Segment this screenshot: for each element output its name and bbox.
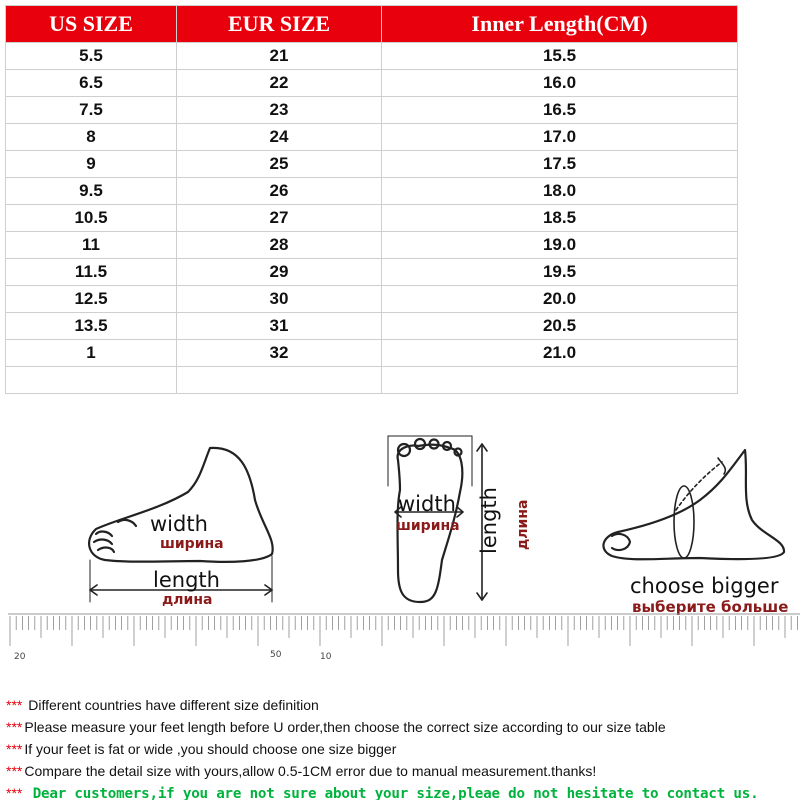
note-marker: *** <box>6 741 23 757</box>
top-length-label-ru: длина <box>515 499 531 550</box>
note-text: Different countries have different size definition <box>24 697 319 713</box>
cell-inner-length: 16.0 <box>382 70 738 97</box>
note-line <box>6 716 796 738</box>
ruler-ticks <box>8 612 800 664</box>
cell-us-size: 9.5 <box>6 178 177 205</box>
cell-us-size: 11 <box>6 232 177 259</box>
cell-eur-size: 25 <box>177 151 382 178</box>
cell-eur-size: 27 <box>177 205 382 232</box>
measuring-ruler <box>8 612 800 664</box>
cell-eur-size: 21 <box>177 43 382 70</box>
note-line <box>6 694 796 716</box>
side-width-label: width <box>150 512 208 536</box>
table-row <box>6 151 738 178</box>
ruler-number-right: 10 <box>320 652 332 662</box>
cell-inner-length: 19.0 <box>382 232 738 259</box>
note-line <box>6 760 796 782</box>
cell-eur-size: 26 <box>177 178 382 205</box>
cell-us-size: 7.5 <box>6 97 177 124</box>
shoe-heel-ellipse <box>674 486 694 558</box>
side-width-label-ru: ширина <box>160 536 224 552</box>
table-row <box>6 178 738 205</box>
table-row <box>6 232 738 259</box>
cell-inner-length: 21.0 <box>382 340 738 367</box>
table-row <box>6 124 738 151</box>
note-marker: *** <box>6 763 23 779</box>
cell-us-size: 9 <box>6 151 177 178</box>
choose-bigger-label: choose bigger <box>630 574 779 598</box>
note-text: If your feet is fat or wide ,you should choose one size bigger <box>24 741 397 757</box>
table-header-row <box>6 6 738 43</box>
cell-eur-size <box>177 367 382 394</box>
cell-us-size: 6.5 <box>6 70 177 97</box>
table-row <box>6 340 738 367</box>
cell-eur-size: 29 <box>177 259 382 286</box>
cell-eur-size: 24 <box>177 124 382 151</box>
cell-eur-size: 28 <box>177 232 382 259</box>
cell-inner-length: 19.5 <box>382 259 738 286</box>
size-table <box>5 5 738 394</box>
ruler-number-left: 20 <box>14 652 26 662</box>
table-row <box>6 43 738 70</box>
table-row <box>6 286 738 313</box>
cell-eur-size: 32 <box>177 340 382 367</box>
top-width-label: width <box>398 492 456 516</box>
cell-us-size: 12.5 <box>6 286 177 313</box>
cell-eur-size: 23 <box>177 97 382 124</box>
cell-eur-size: 30 <box>177 286 382 313</box>
note-line <box>6 738 796 760</box>
cell-eur-size: 31 <box>177 313 382 340</box>
table-row <box>6 70 738 97</box>
contact-note-text: Dear customers,if you are not sure about your size,pleae do not hesitate to contact us. <box>24 786 759 800</box>
table-row <box>6 259 738 286</box>
table-row <box>6 205 738 232</box>
note-marker: *** <box>6 785 23 800</box>
note-marker: *** <box>6 697 23 713</box>
header-inner-length: Inner Length(CM) <box>382 6 738 43</box>
top-length-label: length <box>477 487 501 554</box>
header-eur-size: EUR SIZE <box>177 6 382 43</box>
cell-eur-size: 22 <box>177 70 382 97</box>
table-row <box>6 313 738 340</box>
cell-inner-length: 18.5 <box>382 205 738 232</box>
cell-us-size: 8 <box>6 124 177 151</box>
size-notes <box>6 694 796 800</box>
side-foot-toes <box>94 532 114 552</box>
cell-inner-length <box>382 367 738 394</box>
cell-us-size: 10.5 <box>6 205 177 232</box>
table-row <box>6 367 738 394</box>
cell-us-size: 5.5 <box>6 43 177 70</box>
cell-inner-length: 20.5 <box>382 313 738 340</box>
cell-inner-length: 20.0 <box>382 286 738 313</box>
note-line <box>6 782 796 800</box>
cell-us-size <box>6 367 177 394</box>
cell-us-size: 1 <box>6 340 177 367</box>
note-text: Compare the detail size with yours,allow 0.5-1CM error due to manual measurement.thanks! <box>24 763 597 779</box>
cell-us-size: 13.5 <box>6 313 177 340</box>
cell-inner-length: 18.0 <box>382 178 738 205</box>
cell-inner-length: 15.5 <box>382 43 738 70</box>
choose-bigger-label-ru: выберите больше <box>632 598 789 616</box>
cell-inner-length: 17.5 <box>382 151 738 178</box>
side-length-label: length <box>153 568 220 592</box>
cell-us-size: 11.5 <box>6 259 177 286</box>
shoe-foot-toe <box>612 534 630 550</box>
ruler-number-mid: 50 <box>270 650 282 660</box>
note-marker: *** <box>6 719 23 735</box>
cell-inner-length: 16.5 <box>382 97 738 124</box>
cell-inner-length: 17.0 <box>382 124 738 151</box>
table-row <box>6 97 738 124</box>
header-us-size: US SIZE <box>6 6 177 43</box>
side-foot-toe-line <box>118 520 136 526</box>
side-length-label-ru: длина <box>162 592 213 608</box>
top-width-label-ru: ширина <box>396 518 460 534</box>
note-text: Please measure your feet length before U order,then choose the correct size according to our size table <box>24 719 666 735</box>
